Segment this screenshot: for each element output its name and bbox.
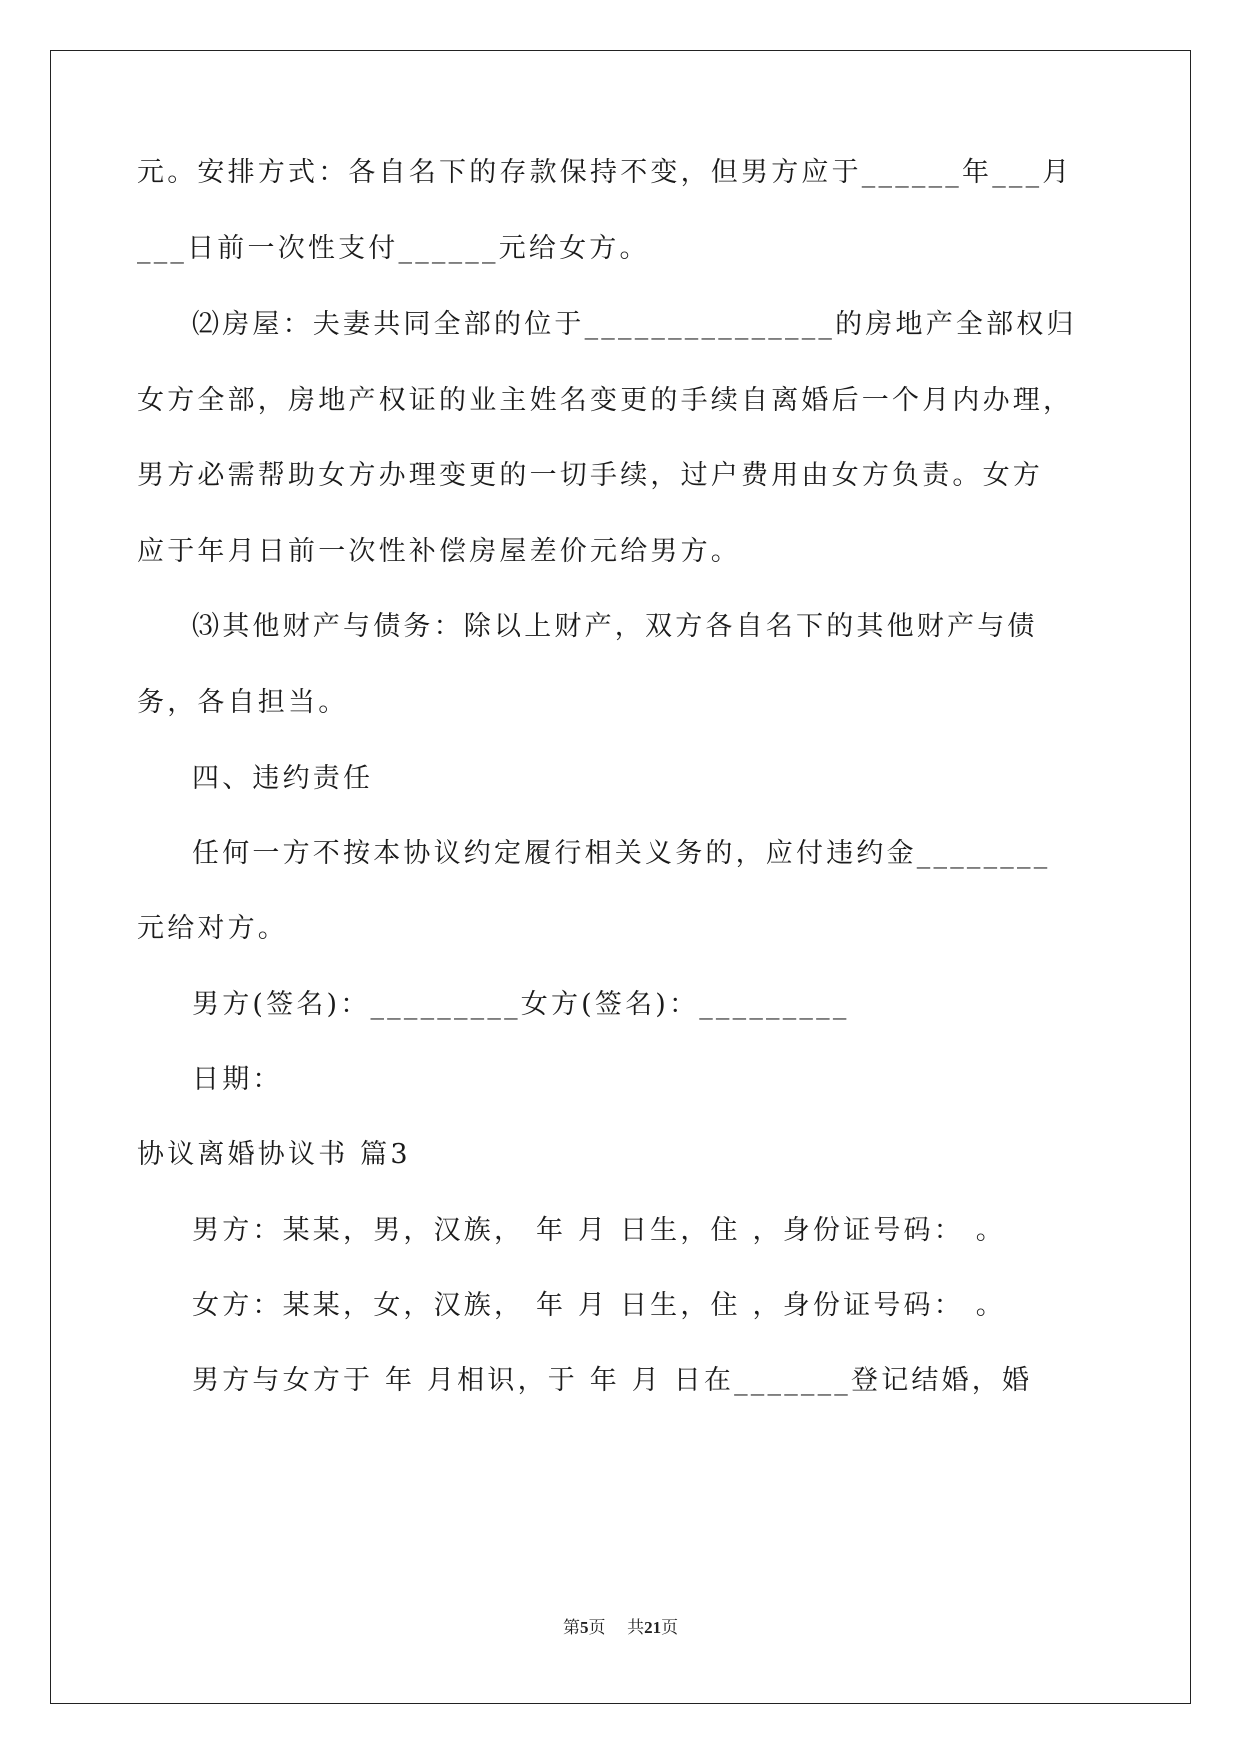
paragraph-line: 务，各自担当。 [137,687,349,718]
page-footer [0,1613,1241,1638]
footer-total-pages: 21 [644,1618,662,1637]
date-line: 日期： [192,1064,283,1095]
footer-page-suffix: 页 [588,1618,606,1638]
paragraph-line: 任何一方不按本协议约定履行相关义务的，应付违约金________ [192,838,1051,869]
paragraph-line: 男方与女方于 年 月相识，于 年 月 日在_______登记结婚，婚 [192,1365,1033,1396]
paragraph-line: 元给对方。 [137,913,288,944]
paragraph-line: 应于年月日前一次性补偿房屋差价元给男方。 [137,536,741,567]
footer-page-number: 5 [579,1618,589,1637]
paragraph-line: 女方：某某，女，汉族， 年 月 日生，住 ，身份证号码： 。 [192,1290,1006,1321]
footer-total-suffix: 页 [661,1618,679,1638]
paragraph-line: 女方全部，房地产权证的业主姓名变更的手续自离婚后一个月内办理， [137,385,1074,416]
paragraph-line: 男方必需帮助女方办理变更的一切手续，过户费用由女方负责。女方 [137,460,1043,491]
page-border [50,50,1191,1704]
paragraph-line: 元。安排方式：各自名下的存款保持不变，但男方应于______年___月 [137,157,1073,188]
footer-prefix: 第 [562,1618,580,1638]
footer-total-prefix: 共 [627,1618,645,1638]
paragraph-line: ⑶其他财产与债务：除以上财产，双方各自名下的其他财产与债 [192,611,1038,642]
paragraph-line: ___日前一次性支付______元给女方。 [137,233,650,264]
paragraph-line: ⑵房屋：夫妻共同全部的位于_______________的房地产全部权归 [192,309,1077,340]
section-heading: 四、违约责任 [192,763,374,794]
signature-line: 男方(签名)：_________女方(签名)：_________ [192,989,850,1020]
document-title: 协议离婚协议书 篇3 [137,1139,411,1170]
paragraph-line: 男方：某某，男，汉族， 年 月 日生，住 ，身份证号码： 。 [192,1215,1006,1246]
